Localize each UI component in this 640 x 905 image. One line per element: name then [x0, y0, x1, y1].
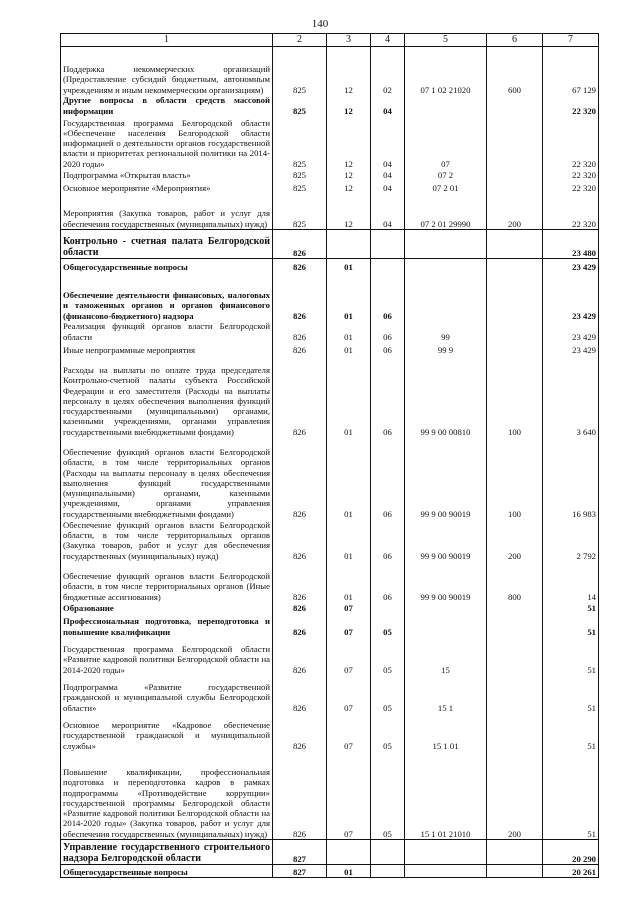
header-col-5: 5 — [405, 34, 487, 47]
row-section-code: 01 — [327, 321, 371, 342]
header-col-3: 3 — [327, 34, 371, 47]
row-description: Расходы на выплаты по оплате труда председателя Контрольно-счетной палаты субъекта Российской Федерации и его заместителя (Расходы на выплаты персоналу в целях обеспечения выполнения функций государственными (муниципальными) органами, казенными учреждениями, органами управления государственными внебюджетными фондами) — [61, 355, 273, 437]
budget-table — [60, 33, 599, 878]
budget-table-body — [61, 47, 599, 878]
row-amount: 51 — [543, 637, 599, 675]
row-expense-type: 800 — [487, 561, 543, 602]
table-row — [61, 95, 599, 116]
row-amount: 22 320 — [543, 193, 599, 230]
row-amount: 3 640 — [543, 355, 599, 437]
row-target-article — [405, 230, 487, 259]
row-admin-code: 827 — [273, 865, 327, 878]
row-subsection-code: 06 — [371, 321, 405, 342]
row-amount: 23 429 — [543, 259, 599, 273]
row-expense-type — [487, 675, 543, 713]
row-target-article: 15 1 01 21010 — [405, 751, 487, 840]
row-section-code: 07 — [327, 675, 371, 713]
row-description: Государственная программа Белгородской области «Развитие кадровой политики Белгородской области на 2014-2020 годы» — [61, 637, 273, 675]
row-subsection-code: 05 — [371, 675, 405, 713]
row-amount: 51 — [543, 751, 599, 840]
header-col-6: 6 — [487, 34, 543, 47]
row-subsection-code — [371, 259, 405, 273]
row-expense-type — [487, 321, 543, 342]
row-subsection-code: 04 — [371, 116, 405, 169]
row-target-article: 07 — [405, 116, 487, 169]
row-target-article: 99 — [405, 321, 487, 342]
row-subsection-code: 06 — [371, 437, 405, 519]
row-expense-type — [487, 840, 543, 865]
row-amount: 51 — [543, 713, 599, 751]
row-expense-type: 200 — [487, 519, 543, 561]
table-row — [61, 272, 599, 321]
row-admin-code: 825 — [273, 180, 327, 193]
row-target-article — [405, 602, 487, 613]
table-row — [61, 47, 599, 96]
row-admin-code: 826 — [273, 751, 327, 840]
table-row — [61, 169, 599, 180]
row-subsection-code — [371, 230, 405, 259]
row-section-code: 12 — [327, 47, 371, 96]
row-target-article: 99 9 00 90019 — [405, 519, 487, 561]
row-expense-type — [487, 602, 543, 613]
row-description: Подпрограмма «Развитие государственной гражданской и муниципальной службы Белгородской области» — [61, 675, 273, 713]
row-expense-type — [487, 272, 543, 321]
row-expense-type — [487, 342, 543, 355]
table-row — [61, 230, 599, 259]
row-admin-code: 825 — [273, 47, 327, 96]
row-admin-code: 827 — [273, 840, 327, 865]
row-section-code: 07 — [327, 713, 371, 751]
row-section-code: 12 — [327, 116, 371, 169]
row-expense-type — [487, 169, 543, 180]
row-amount: 22 320 — [543, 95, 599, 116]
header-row — [61, 34, 599, 47]
row-expense-type — [487, 259, 543, 273]
row-description: Общегосударственные вопросы — [61, 865, 273, 878]
row-section-code: 12 — [327, 95, 371, 116]
row-description: Повышение квалификации, профессиональная подготовка и переподготовка кадров в рамках подпрограммы «Противодействие коррупции» государственной программы Белгородской области «Развитие кадровой политики Белгородской области на 2014-2020 годы» (Закупка товаров, работ и услуг для обеспечения государственных (муниципальных) нужд) — [61, 751, 273, 840]
row-amount: 22 320 — [543, 169, 599, 180]
row-amount: 67 129 — [543, 47, 599, 96]
table-row — [61, 342, 599, 355]
row-description: Управление государственного строительного надзора Белгородской области — [61, 840, 273, 865]
row-target-article: 99 9 00 00810 — [405, 355, 487, 437]
row-amount: 22 320 — [543, 116, 599, 169]
row-target-article: 99 9 00 90019 — [405, 437, 487, 519]
row-description: Обеспечение деятельности финансовых, налоговых и таможенных органов и органов финансового (финансово-бюджетного) надзора — [61, 272, 273, 321]
row-admin-code: 826 — [273, 272, 327, 321]
row-expense-type — [487, 865, 543, 878]
row-subsection-code: 04 — [371, 180, 405, 193]
row-description: Иные непрограммные мероприятия — [61, 342, 273, 355]
row-admin-code: 826 — [273, 321, 327, 342]
row-section-code: 01 — [327, 272, 371, 321]
row-subsection-code: 06 — [371, 272, 405, 321]
row-admin-code: 826 — [273, 602, 327, 613]
table-row — [61, 116, 599, 169]
row-admin-code: 825 — [273, 95, 327, 116]
row-section-code: 07 — [327, 751, 371, 840]
row-admin-code: 826 — [273, 675, 327, 713]
row-subsection-code — [371, 840, 405, 865]
row-subsection-code: 06 — [371, 519, 405, 561]
row-amount: 23 480 — [543, 230, 599, 259]
row-amount: 23 429 — [543, 272, 599, 321]
row-target-article: 07 1 02 21020 — [405, 47, 487, 96]
row-expense-type: 100 — [487, 437, 543, 519]
row-admin-code: 826 — [273, 613, 327, 637]
row-section-code: 01 — [327, 355, 371, 437]
row-expense-type — [487, 95, 543, 116]
row-description: Обеспечение функций органов власти Белгородской области, в том числе территориальных органов (Закупка товаров, работ и услуг для обеспечения государственных (муниципальных) нужд) — [61, 519, 273, 561]
row-description: Общегосударственные вопросы — [61, 259, 273, 273]
table-row — [61, 355, 599, 437]
row-section-code: 07 — [327, 613, 371, 637]
row-expense-type — [487, 637, 543, 675]
row-subsection-code: 04 — [371, 193, 405, 230]
row-subsection-code: 06 — [371, 355, 405, 437]
row-expense-type: 200 — [487, 751, 543, 840]
row-description: Обеспечение функций органов власти Белгородской области, в том числе территориальных органов (Расходы на выплаты персоналу в целях обеспечения выполнения функций государственными (муниципальными) органами, казенными учреждениями, органами управления государственными внебюджетными фондами) — [61, 437, 273, 519]
row-subsection-code: 05 — [371, 751, 405, 840]
row-admin-code: 826 — [273, 561, 327, 602]
row-admin-code: 826 — [273, 713, 327, 751]
page-number: 140 — [311, 18, 329, 30]
row-section-code: 01 — [327, 259, 371, 273]
row-amount: 14 — [543, 561, 599, 602]
row-section-code: 01 — [327, 437, 371, 519]
row-amount: 51 — [543, 602, 599, 613]
table-row — [61, 321, 599, 342]
row-subsection-code: 02 — [371, 47, 405, 96]
row-subsection-code — [371, 602, 405, 613]
header-col-7: 7 — [543, 34, 599, 47]
row-expense-type — [487, 230, 543, 259]
table-row — [61, 519, 599, 561]
table-row — [61, 259, 599, 273]
row-admin-code: 826 — [273, 519, 327, 561]
row-section-code: 01 — [327, 519, 371, 561]
row-amount: 16 983 — [543, 437, 599, 519]
row-subsection-code — [371, 865, 405, 878]
header-col-2: 2 — [273, 34, 327, 47]
row-description: Подпрограмма «Открытая власть» — [61, 169, 273, 180]
row-amount: 20 290 — [543, 840, 599, 865]
row-section-code: 12 — [327, 193, 371, 230]
table-row — [61, 193, 599, 230]
table-row — [61, 437, 599, 519]
row-expense-type: 200 — [487, 193, 543, 230]
table-row — [61, 713, 599, 751]
table-row — [61, 180, 599, 193]
header-col-1: 1 — [61, 34, 273, 47]
row-description: Мероприятия (Закупка товаров, работ и услуг для обеспечения государственных (муниципальных) нужд) — [61, 193, 273, 230]
row-subsection-code: 05 — [371, 713, 405, 751]
table-row — [61, 613, 599, 637]
row-target-article — [405, 272, 487, 321]
row-admin-code: 826 — [273, 259, 327, 273]
row-description: Основное мероприятие «Мероприятия» — [61, 180, 273, 193]
row-expense-type — [487, 180, 543, 193]
row-target-article — [405, 865, 487, 878]
row-subsection-code: 05 — [371, 637, 405, 675]
row-target-article: 07 2 — [405, 169, 487, 180]
row-target-article — [405, 259, 487, 273]
table-row — [61, 675, 599, 713]
table-row — [61, 637, 599, 675]
row-section-code: 01 — [327, 342, 371, 355]
row-target-article: 99 9 00 90019 — [405, 561, 487, 602]
table-row — [61, 751, 599, 840]
row-target-article: 07 2 01 29990 — [405, 193, 487, 230]
row-amount: 51 — [543, 675, 599, 713]
row-target-article — [405, 840, 487, 865]
row-expense-type: 600 — [487, 47, 543, 96]
row-admin-code: 826 — [273, 437, 327, 519]
row-description: Другие вопросы в области средств массовой информации — [61, 95, 273, 116]
row-target-article — [405, 95, 487, 116]
row-section-code: 12 — [327, 180, 371, 193]
row-section-code — [327, 230, 371, 259]
row-subsection-code: 05 — [371, 613, 405, 637]
row-admin-code: 825 — [273, 193, 327, 230]
row-admin-code: 826 — [273, 342, 327, 355]
row-section-code: 07 — [327, 637, 371, 675]
row-description: Контрольно - счетная палата Белгородской области — [61, 230, 273, 259]
row-target-article: 07 2 01 — [405, 180, 487, 193]
row-admin-code: 826 — [273, 355, 327, 437]
row-section-code: 12 — [327, 169, 371, 180]
row-section-code — [327, 840, 371, 865]
row-subsection-code: 06 — [371, 342, 405, 355]
table-row — [61, 602, 599, 613]
row-amount: 2 792 — [543, 519, 599, 561]
row-admin-code: 825 — [273, 169, 327, 180]
row-section-code: 01 — [327, 561, 371, 602]
row-target-article: 15 1 01 — [405, 713, 487, 751]
row-amount: 22 320 — [543, 180, 599, 193]
header-col-4: 4 — [371, 34, 405, 47]
table-row — [61, 840, 599, 865]
row-subsection-code: 04 — [371, 95, 405, 116]
row-description: Государственная программа Белгородской области «Обеспечение населения Белгородской области информацией о деятельности органов государственной власти и приоритетах региональной политики на 2014-2020 годы» — [61, 116, 273, 169]
row-target-article: 15 — [405, 637, 487, 675]
row-admin-code: 825 — [273, 116, 327, 169]
row-description: Обеспечение функций органов власти Белгородской области, в том числе территориальных органов (Иные бюджетные ассигнования) — [61, 561, 273, 602]
row-amount: 51 — [543, 613, 599, 637]
row-amount: 23 429 — [543, 342, 599, 355]
row-subsection-code: 06 — [371, 561, 405, 602]
row-expense-type — [487, 713, 543, 751]
row-subsection-code: 04 — [371, 169, 405, 180]
row-amount: 20 261 — [543, 865, 599, 878]
row-amount: 23 429 — [543, 321, 599, 342]
row-expense-type — [487, 116, 543, 169]
row-description: Основное мероприятие «Кадровое обеспечение государственной гражданской и муниципальной службы» — [61, 713, 273, 751]
row-section-code: 07 — [327, 602, 371, 613]
row-admin-code: 826 — [273, 637, 327, 675]
table-row — [61, 865, 599, 878]
row-admin-code: 826 — [273, 230, 327, 259]
row-description: Поддержка некоммерческих организаций (Предоставление субсидий бюджетным, автономным учреждениям и иным некоммерческим организациям) — [61, 47, 273, 96]
row-target-article — [405, 613, 487, 637]
row-description: Профессиональная подготовка, переподготовка и повышение квалификации — [61, 613, 273, 637]
row-section-code: 01 — [327, 865, 371, 878]
row-description: Образование — [61, 602, 273, 613]
table-row — [61, 561, 599, 602]
row-expense-type: 100 — [487, 355, 543, 437]
row-target-article: 99 9 — [405, 342, 487, 355]
row-expense-type — [487, 613, 543, 637]
row-description: Реализация функций органов власти Белгородской области — [61, 321, 273, 342]
row-target-article: 15 1 — [405, 675, 487, 713]
